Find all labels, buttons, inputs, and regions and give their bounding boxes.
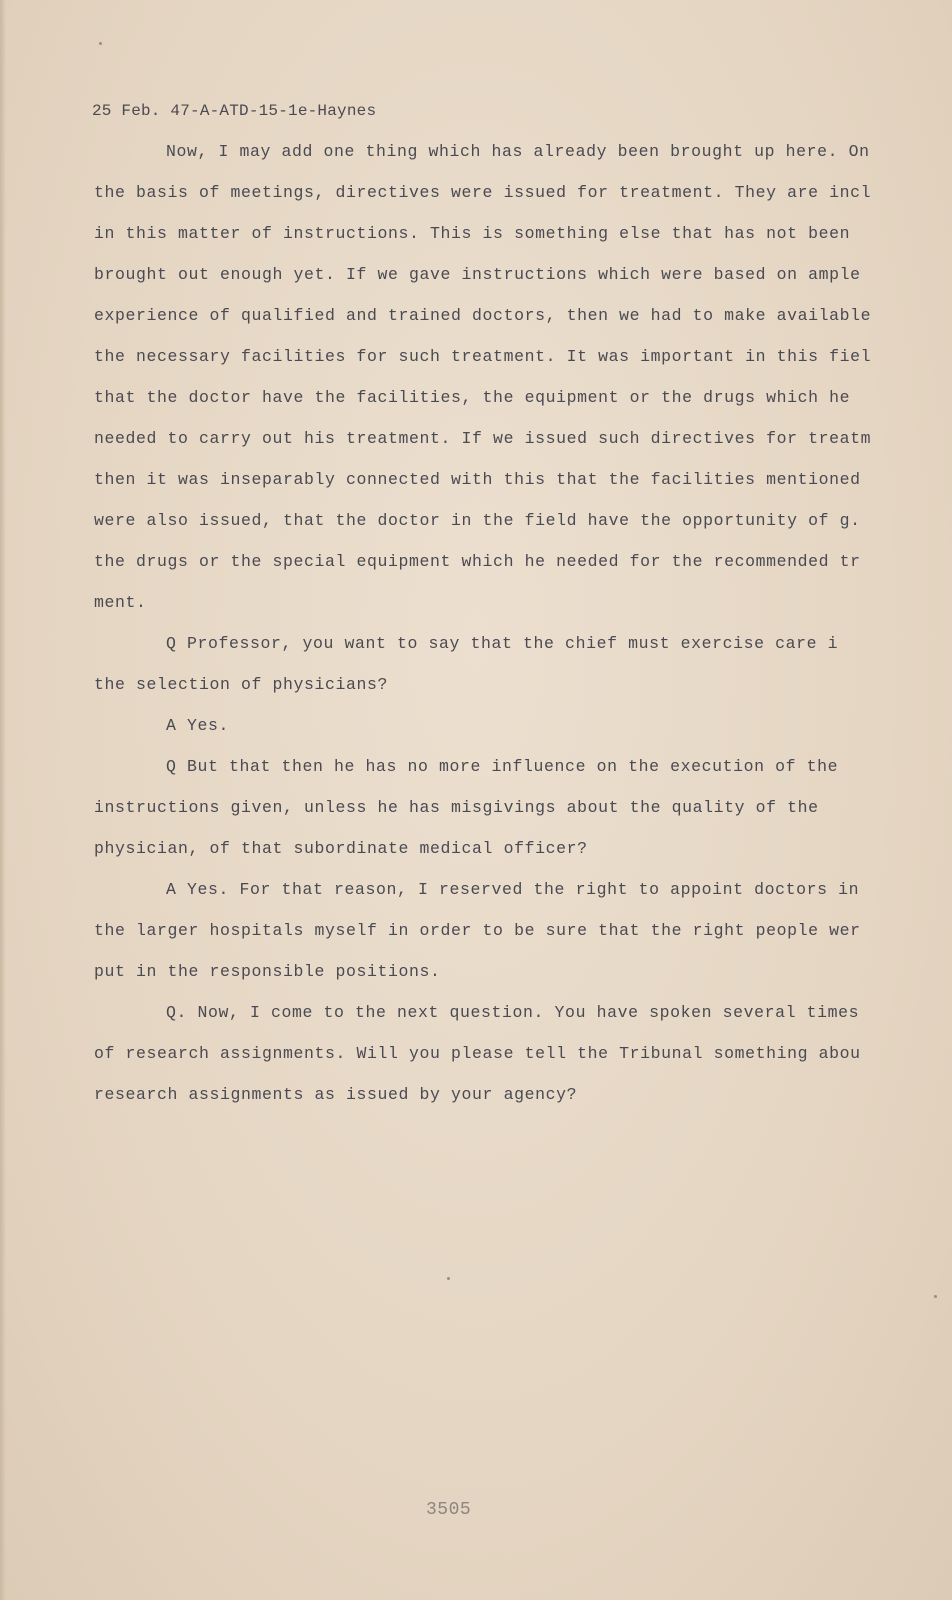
question-line-3: Q But that then he has no more influence on the execution of the [166, 757, 839, 776]
paper-speck [447, 1277, 450, 1280]
text-line-6: the necessary facilities for such treatment. It was important in this fiel [94, 347, 872, 366]
question-line-6: Q. Now, I come to the next question. You have spoken several times [166, 1003, 860, 1022]
answer-line-3: the larger hospitals myself in order to be sure that the right people wer [94, 921, 861, 940]
question-line-5: physician, of that subordinate medical officer? [94, 839, 588, 858]
text-line-7: that the doctor have the facilities, the equipment or the drugs which he [94, 388, 851, 407]
paper-speck [934, 1295, 937, 1298]
question-line-7: of research assignments. Will you please tell the Tribunal something abou [94, 1044, 861, 1063]
question-line-4: instructions given, unless he has misgivings about the quality of the [94, 798, 819, 817]
document-header-reference: 25 Feb. 47-A-ATD-15-1e-Haynes [92, 102, 377, 120]
text-line-11: the drugs or the special equipment which he needed for the recommended tr [94, 552, 861, 571]
text-line-4: brought out enough yet. If we gave instructions which were based on ample [94, 265, 861, 284]
question-line-2: the selection of physicians? [94, 675, 389, 694]
text-line-2: the basis of meetings, directives were issued for treatment. They are incl [94, 183, 872, 202]
answer-line-4: put in the responsible positions. [94, 962, 441, 981]
answer-line-1: A Yes. [166, 716, 230, 735]
answer-line-2: A Yes. For that reason, I reserved the right to appoint doctors in [166, 880, 860, 899]
page-number: 3505 [426, 1500, 472, 1520]
page-edge-shadow [0, 0, 6, 1600]
text-line-8: needed to carry out his treatment. If we issued such directives for treatm [94, 429, 872, 448]
text-line-5: experience of qualified and trained doctors, then we had to make available [94, 306, 872, 325]
text-line-1: Now, I may add one thing which has already been brought up here. On [166, 142, 870, 161]
question-line-8: research assignments as issued by your agency? [94, 1085, 578, 1104]
text-line-10: were also issued, that the doctor in the field have the opportunity of g. [94, 511, 861, 530]
question-line-1: Q Professor, you want to say that the chief must exercise care i [166, 634, 839, 653]
text-line-9: then it was inseparably connected with this that the facilities mentioned [94, 470, 861, 489]
text-line-12: ment. [94, 593, 147, 612]
text-line-3: in this matter of instructions. This is something else that has not been [94, 224, 851, 243]
paper-speck [99, 42, 102, 45]
